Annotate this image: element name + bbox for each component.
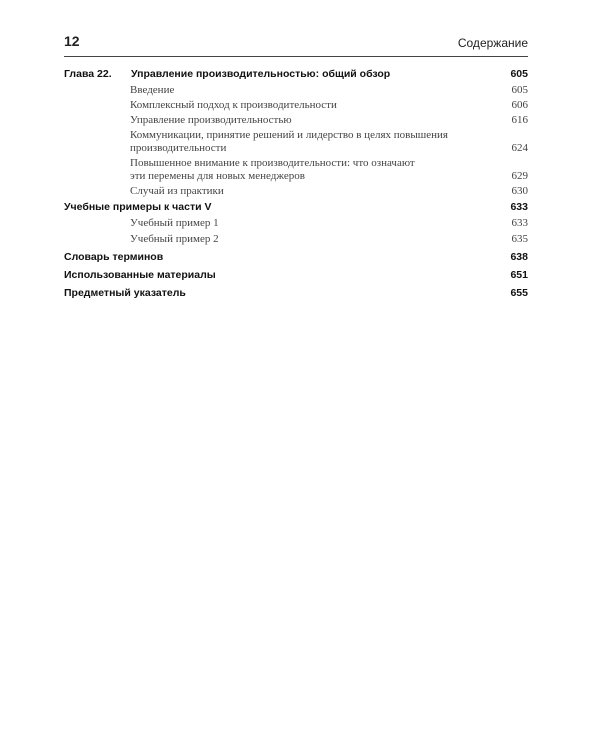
toc-references <box>64 269 528 281</box>
toc-section-title: Словарь терминов <box>64 251 164 263</box>
toc-item <box>130 84 528 97</box>
toc-item <box>130 185 528 198</box>
toc-item <box>130 217 528 230</box>
toc-item <box>130 99 528 112</box>
toc-section-page: 638 <box>510 251 528 263</box>
toc-item <box>130 114 528 127</box>
toc-section-title: Учебные примеры к части V <box>64 201 212 213</box>
toc-part-examples <box>64 201 528 213</box>
toc-item-title: Коммуникации, принятие решений и лидерство в целях повышения производительности <box>130 129 448 154</box>
toc-item-title: Управление производительностью <box>130 114 292 126</box>
toc-section-title: Использованные материалы <box>64 269 216 281</box>
toc-item <box>130 157 528 183</box>
chapter-title: Управление производительностью: общий обзор <box>131 68 391 80</box>
toc-section-page: 633 <box>510 201 528 213</box>
toc-section-page: 655 <box>510 287 528 299</box>
running-header: Содержание <box>457 36 528 50</box>
toc-item-title: Учебный пример 2 <box>130 233 219 245</box>
toc-item <box>130 233 528 246</box>
toc-item <box>130 129 528 155</box>
toc-item-page: 616 <box>511 114 528 126</box>
toc-index <box>64 287 528 299</box>
toc-item-title: Случай из практики <box>130 185 224 197</box>
toc-glossary <box>64 251 528 263</box>
toc-item-title: Введение <box>130 84 175 96</box>
toc-item-page: 630 <box>511 185 528 197</box>
toc-item-page: 633 <box>511 217 528 229</box>
header-rule <box>64 56 528 57</box>
toc-item-title: Комплексный подход к производительности <box>130 99 337 111</box>
toc-item-page: 606 <box>511 99 528 111</box>
toc-item-page: 629 <box>511 170 528 182</box>
toc-item-page: 605 <box>511 84 528 96</box>
chapter-label: Глава 22. <box>64 68 112 80</box>
toc-item-title: Учебный пример 1 <box>130 217 219 229</box>
toc-chapter-22 <box>64 68 528 80</box>
toc-section-page: 651 <box>510 269 528 281</box>
toc-item-title: Повышенное внимание к производительности: что означают эти перемены для новых менеджеров <box>130 157 415 182</box>
toc-section-title: Предметный указатель <box>64 287 186 299</box>
chapter-page: 605 <box>510 68 528 80</box>
toc-item-page: 624 <box>511 142 528 154</box>
toc-item-page: 635 <box>511 233 528 245</box>
page-number: 12 <box>64 33 80 49</box>
